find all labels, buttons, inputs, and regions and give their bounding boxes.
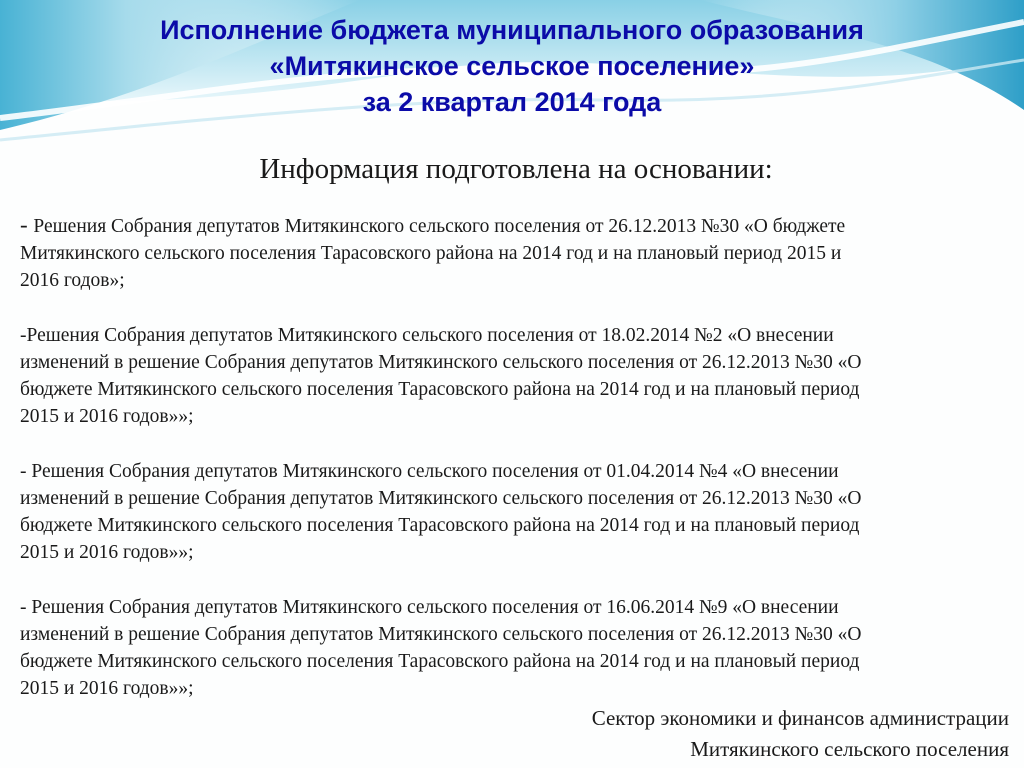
document-list xyxy=(20,211,1015,730)
subtitle: Информация подготовлена на основании: xyxy=(259,153,773,185)
page-title xyxy=(0,12,1024,120)
footer-line-2: Митякинского сельского поселения xyxy=(690,737,1009,761)
footer-line-1: Сектор экономики и финансов администрации xyxy=(591,706,1009,730)
list-dash: - xyxy=(20,212,34,237)
title-line-3: за 2 квартал 2014 года xyxy=(362,87,662,117)
title-line-1: Исполнение бюджета муниципального образования xyxy=(160,15,864,45)
list-item xyxy=(20,458,1015,567)
list-item xyxy=(20,322,1015,431)
list-item-text: Решения Собрания депутатов Митякинского сельского поселения от 26.12.2013 №30 «О бюджете Митякинского сельского поселения Тарасовского района на 2014 год и на плановый период 2015 и 2016 годов»; xyxy=(20,216,846,292)
list-item xyxy=(20,594,1015,703)
list-item xyxy=(20,211,1015,295)
list-item-text: - Решения Собрания депутатов Митякинского сельского поселения от 16.06.2014 №9 «О внесении изменений в решение Собрания депутатов Митякинского сельского поселения от 26.12.2013 №30 «О бюджете Митякинского сельского поселения Тарасовского района на 2014 год и на плановый период 2015 и 2016 годов»»; xyxy=(20,596,862,700)
footer-signature xyxy=(592,703,1009,765)
list-item-text: -Решения Собрания депутатов Митякинского сельского поселения от 18.02.2014 №2 «О внесении изменений в решение Собрания депутатов Митякинского сельского поселения от 26.12.2013 №30 «О бюджете Митякинского сельского поселения Тарасовского района на 2014 год и на плановый период 2015 и 2016 годов»»; xyxy=(20,324,862,428)
title-line-2: «Митякинское сельское поселение» xyxy=(269,51,755,81)
list-item-text: - Решения Собрания депутатов Митякинского сельского поселения от 01.04.2014 №4 «О внесении изменений в решение Собрания депутатов Митякинского сельского поселения от 26.12.2013 №30 «О бюджете Митякинского сельского поселения Тарасовского района на 2014 год и на плановый период 2015 и 2016 годов»»; xyxy=(20,460,862,564)
